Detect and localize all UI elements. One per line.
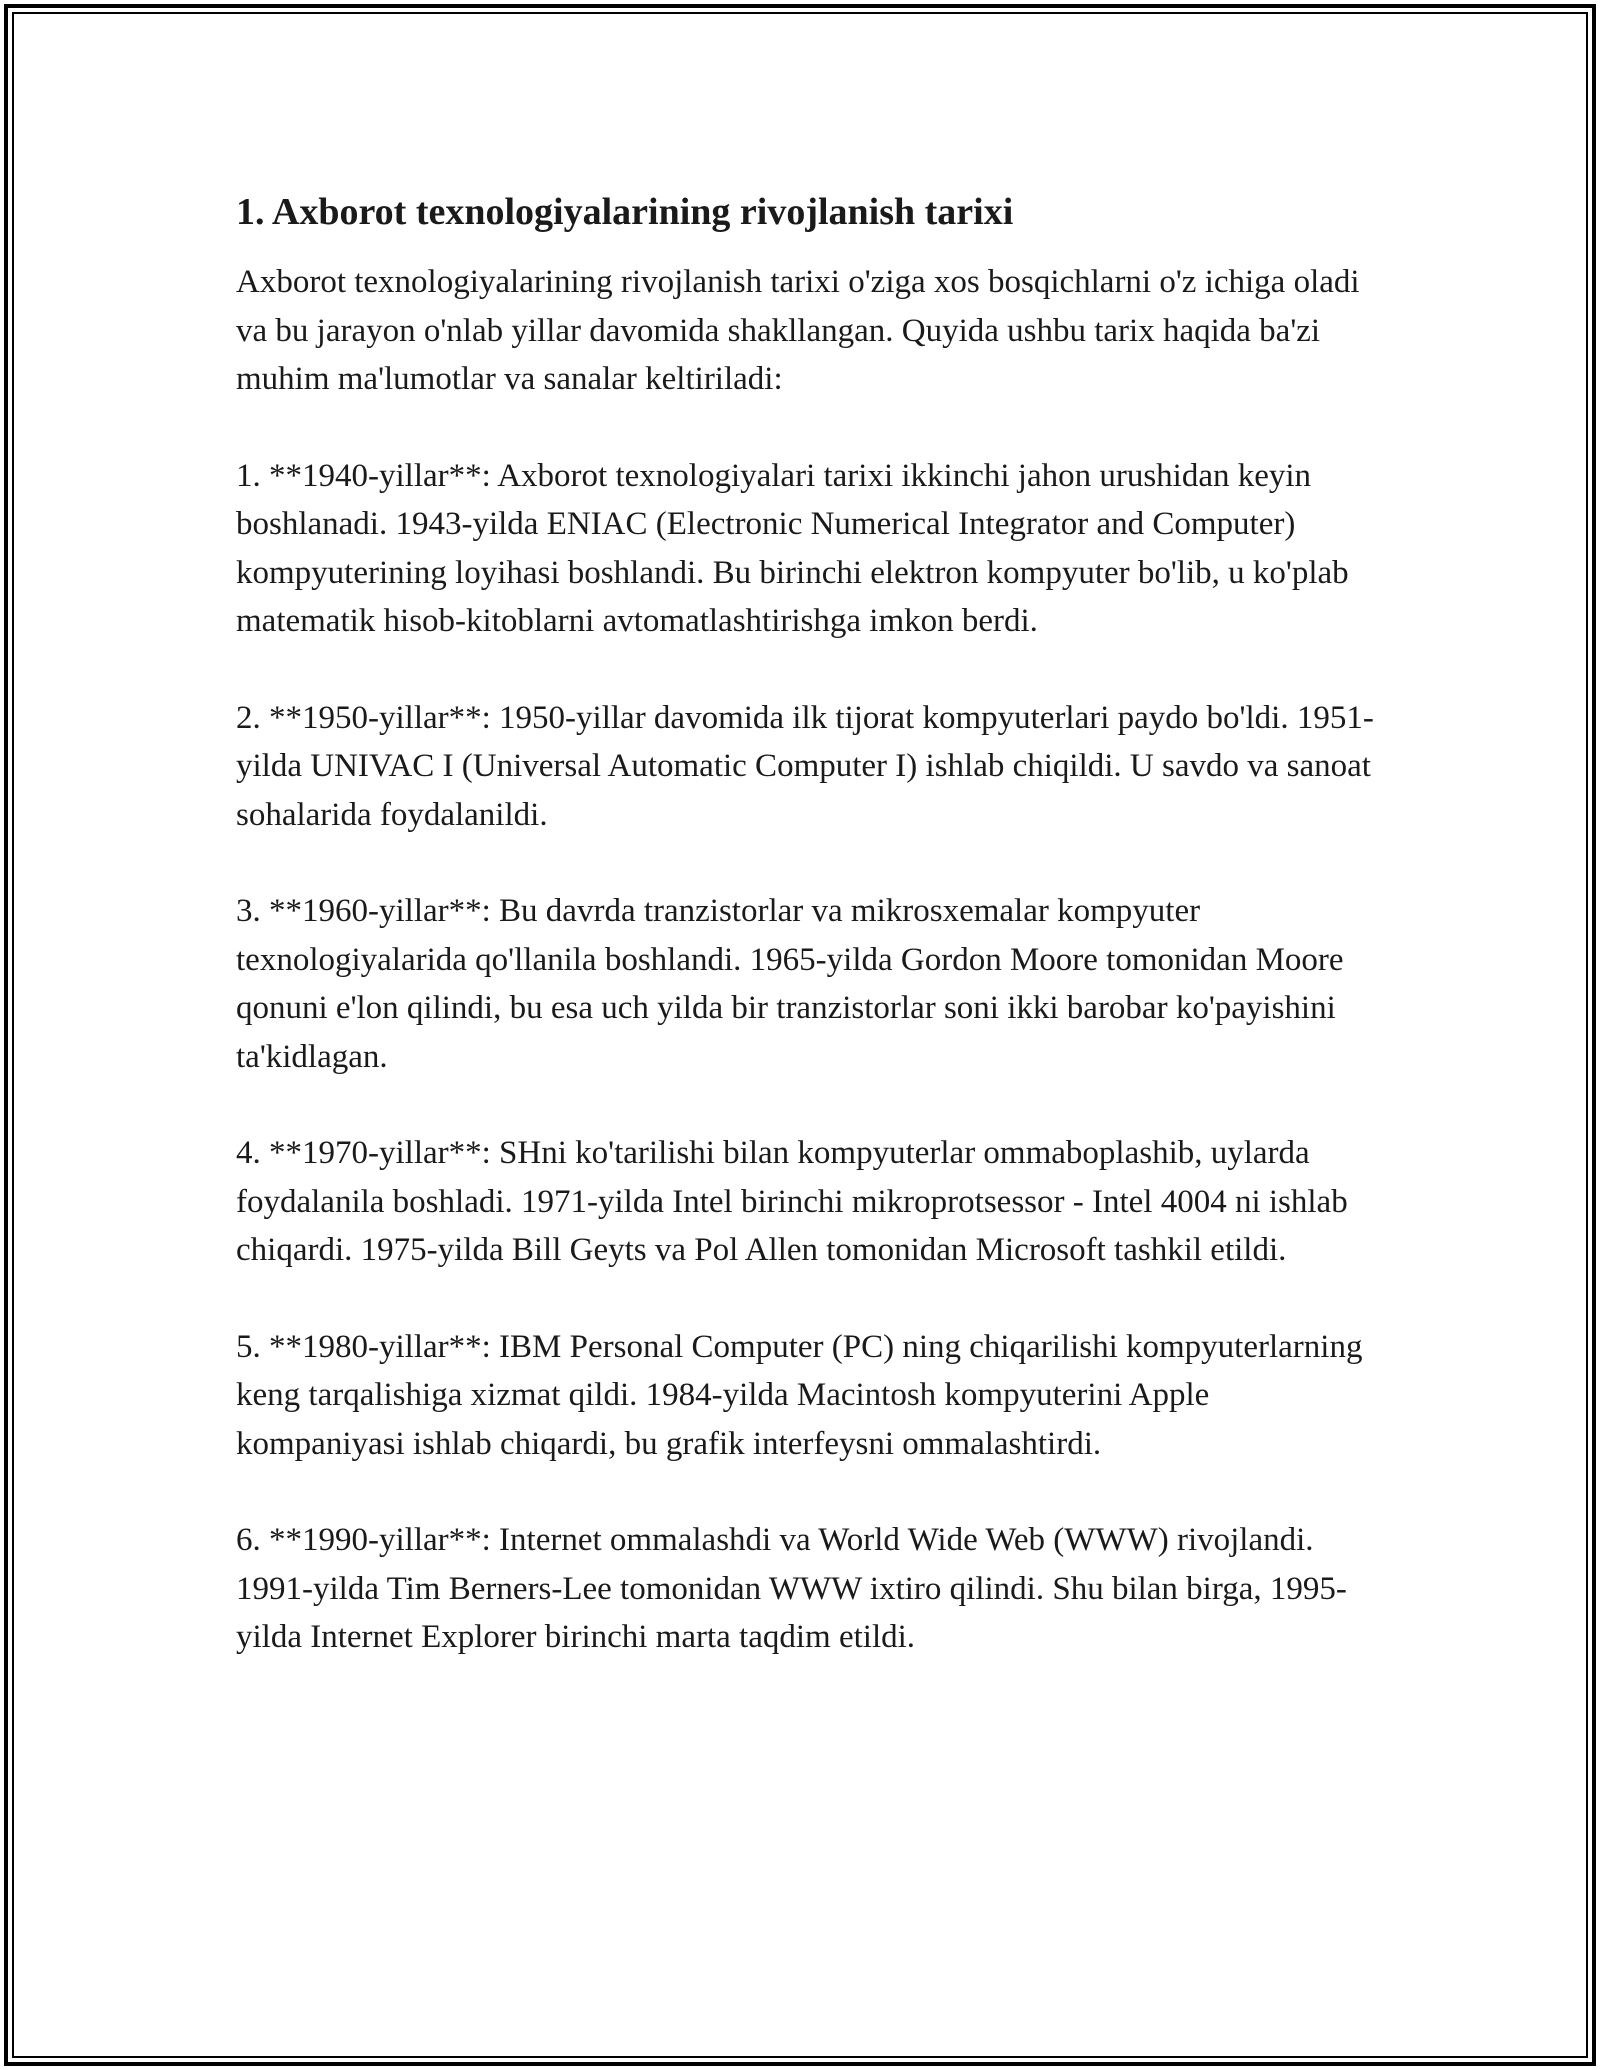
list-item-1940s: 1. **1940-yillar**: Axborot texnologiyalari tarixi ikkinchi jahon urushidan keyin boshlanadi. 1943-yilda ENIAC (Electronic Numerical Integrator and Computer) kompyuterining loyihasi boshlandi. Bu birinchi elektron kompyuter bo'lib, u ko'plab matematik hisob-kitoblarni avtomatlashtirishga imkon berdi. (236, 457, 1349, 639)
list-item-1980s: 5. **1980-yillar**: IBM Personal Computer (PC) ning chiqarilishi kompyuterlarning keng tarqalishiga xizmat qildi. 1984-yilda Macintosh kompyuterini Apple kompaniyasi ishlab chiqardi, bu grafik interfeysni ommalashtirdi. (236, 1328, 1363, 1462)
intro-paragraph: Axborot texnologiyalarining rivojlanish tarixi o'ziga xos bosqichlarni o'z ichiga oladi va bu jarayon o'nlab yillar davomida shakllangan. Quyida ushbu tarix haqida ba'zi muhim ma'lumotlar va sanalar keltiriladi: (236, 264, 1360, 397)
list-item-1970s: 4. **1970-yillar**: SHni ko'tarilishi bilan kompyuterlar ommaboplashib, uylarda foydalanila boshladi. 1971-yilda Intel birinchi mikroprotsessor - Intel 4004 ni ishlab chiqardi. 1975-yilda Bill Geyts va Pol Allen tomonidan Microsoft tashkil etildi. (236, 1135, 1348, 1268)
list-item-1950s: 2. **1950-yillar**: 1950-yillar davomida ilk tijorat kompyuterlari paydo bo'ldi. 1951-yilda UNIVAC I (Universal Automatic Computer I) ishlab chiqildi. U savdo va sanoat sohalarida foydalanildi. (236, 699, 1374, 833)
document-heading: 1. Axborot texnologiyalarining rivojlanish tarixi (236, 191, 1014, 233)
list-item-1990s: 6. **1990-yillar**: Internet ommalashdi va World Wide Web (WWW) rivojlandi. 1991-yilda Tim Berners-Lee tomonidan WWW ixtiro qilindi. Shu bilan birga, 1995-yilda Internet Explorer birinchi marta taqdim etildi. (236, 1522, 1347, 1655)
document-body (236, 186, 1376, 1710)
list-item-1960s: 3. **1960-yillar**: Bu davrda tranzistorlar va mikrosxemalar kompyuter texnologiyalarida qo'llanila boshlandi. 1965-yilda Gordon Moore tomonidan Moore qonuni e'lon qilindi, bu esa uch yilda bir tranzistorlar soni ikki barobar ko'payishini ta'kidlagan. (236, 893, 1344, 1075)
